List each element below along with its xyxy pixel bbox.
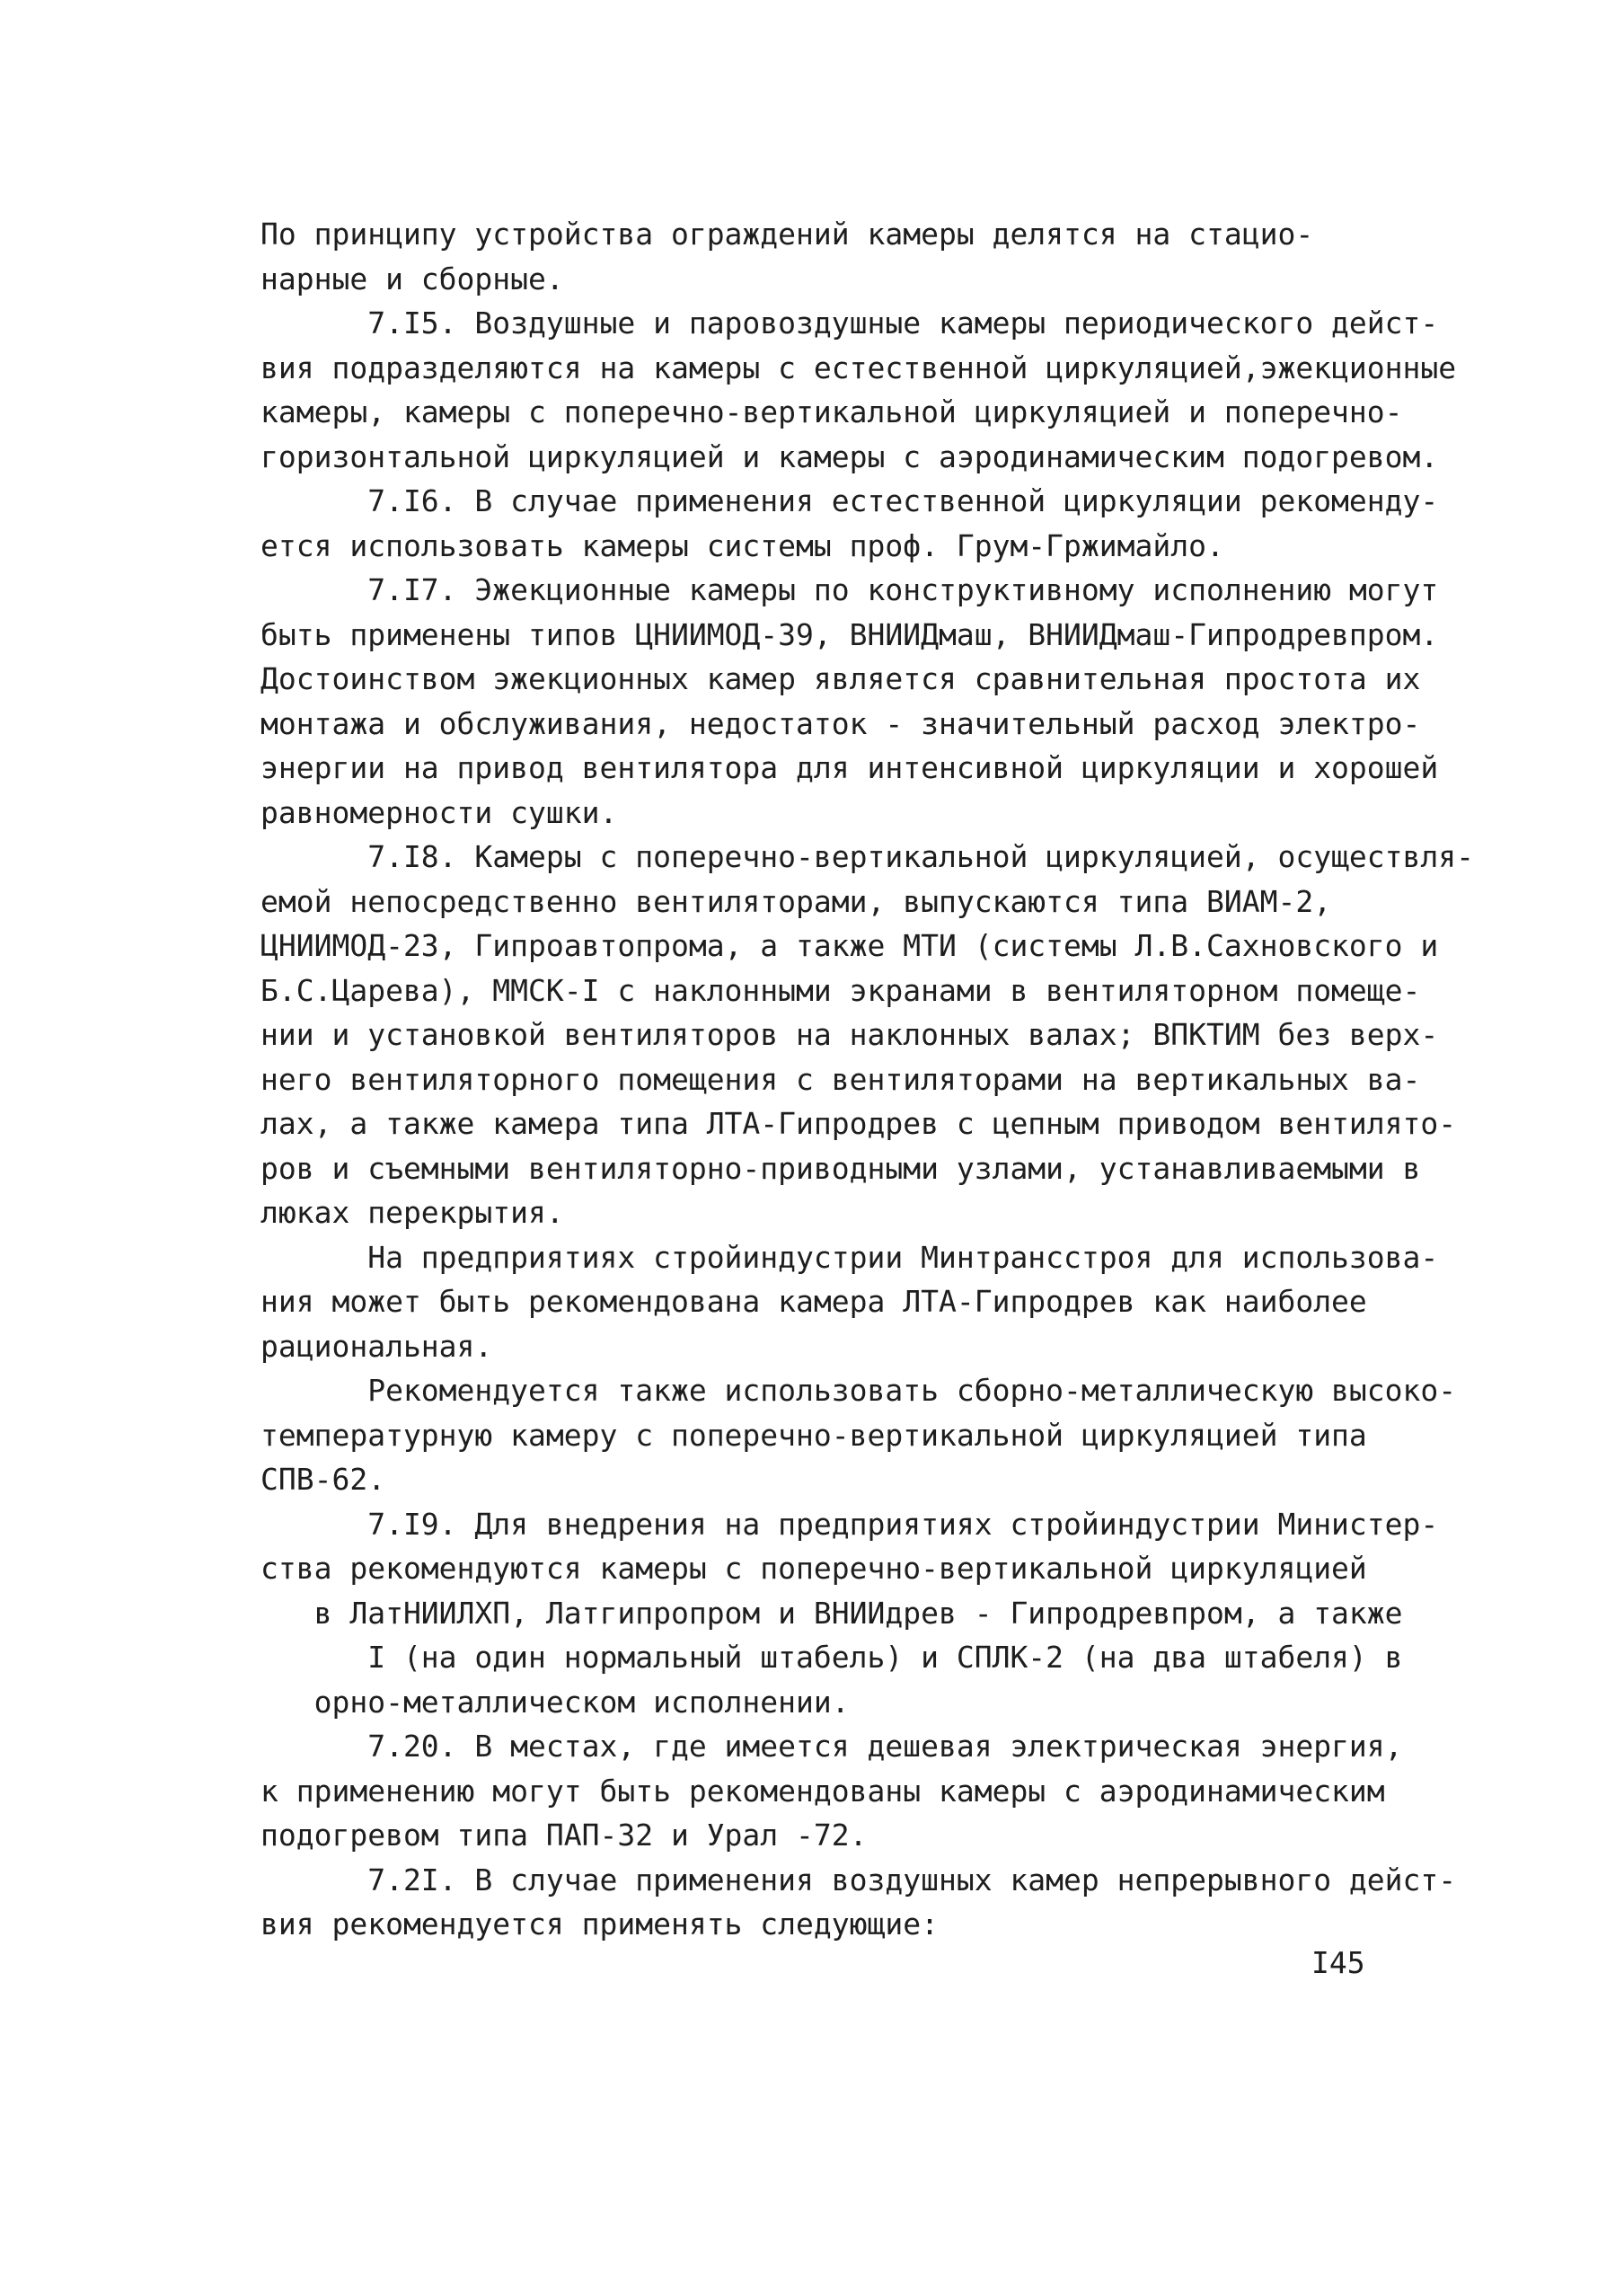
text-line: подогревом типа ПАП-32 и Урал -72. [260,1818,868,1853]
text-line: 7.2I. В случае применения воздушных камер непрерывного дейст- [260,1862,1457,1897]
text-line: 7.I7. Эжекционные камеры по конструктивному исполнению могут [260,572,1439,607]
text-line: нарные и сборные. [260,261,564,296]
text-line: 7.I6. В случае применения естественной циркуляции рекоменду- [260,483,1439,518]
text-line: быть применены типов ЦНИИМОД-39, ВНИИДмаш, ВНИИДмаш-Гипродревпром. [260,616,1439,652]
text-line: в ЛатНИИЛХП, Латгипропром и ВНИИдрев - Гипродревпром, а также [260,1595,1403,1631]
text-line: По принципу устройства ограждений камеры делятся на стацио- [260,217,1314,252]
text-line: ЦНИИМОД-23, Гипроавтопрома, а также МТИ (системы Л.В.Сахновского и [260,928,1439,963]
text-line: энергии на привод вентилятора для интенсивной циркуляции и хорошей [260,750,1439,785]
text-line: равномерности сушки. [260,794,618,830]
text-line: него вентиляторного помещения с вентиляторами на вертикальных ва- [260,1061,1421,1097]
text-line: к применению могут быть рекомендованы камеры с аэродинамическим [260,1773,1385,1809]
text-line: 7.20. В местах, где имеется дешевая электрическая энергия, [260,1729,1403,1764]
text-line: ется использовать камеры системы проф. Грум-Гржимайло. [260,527,1224,563]
text-line: ства рекомендуются камеры с поперечно-вертикальной циркуляцией [260,1551,1367,1586]
text-line: ния может быть рекомендована камера ЛТА-Гипродрев как наиболее [260,1284,1367,1319]
text-line: люках перекрытия. [260,1195,564,1230]
text-line: вия подразделяются на камеры с естественной циркуляцией,эжекционные [260,349,1457,385]
text-line: орно-металлическом исполнении. [260,1684,850,1720]
text-line: Достоинством эжекционных камер является сравнительная простота их [260,661,1421,696]
text-line: температурную камеру с поперечно-вертикальной циркуляцией типа [260,1417,1367,1453]
text-line: I (на один нормальный штабель) и СПЛК-2 (на два штабеля) в [260,1640,1403,1675]
text-line: рациональная. [260,1328,493,1364]
text-line: нии и установкой вентиляторов на наклонных валах; ВПКТИМ без верх- [260,1017,1439,1052]
text-line: 7.I8. Камеры с поперечно-вертикальной циркуляцией, осуществля- [260,839,1475,874]
text-line: вия рекомендуется применять следующие: [260,1906,939,1942]
text-line: Рекомендуется также использовать сборно-металлическую высоко- [260,1373,1457,1408]
text-line: горизонтальной циркуляцией и камеры с аэродинамическим подогревом. [260,438,1439,474]
text-line: монтажа и обслуживания, недостаток - значительный расход электро- [260,705,1421,741]
body-text [260,212,1475,1947]
text-line: лах, а также камера типа ЛТА-Гипродрев с цепным приводом вентилято- [260,1106,1457,1141]
text-line: ров и съемными вентиляторно-приводными узлами, устанавливаемыми в [260,1150,1421,1186]
text-line: 7.I9. Для внедрения на предприятиях стройиндустрии Министер- [260,1506,1439,1542]
text-line: емой непосредственно вентиляторами, выпускаются типа ВИАМ-2, [260,883,1332,919]
text-line: камеры, камеры с поперечно-вертикальной циркуляцией и поперечно- [260,394,1403,429]
text-line: Б.С.Царева), ММСК-I с наклонными экранами в вентиляторном помеще- [260,972,1421,1008]
page-number: I45 [1311,1945,1365,1980]
text-line: 7.I5. Воздушные и паровоздушные камеры периодического дейст- [260,305,1439,341]
text-line: СПВ-62. [260,1462,386,1497]
text-line: На предприятиях стройиндустрии Минтрансстроя для использова- [260,1239,1439,1275]
